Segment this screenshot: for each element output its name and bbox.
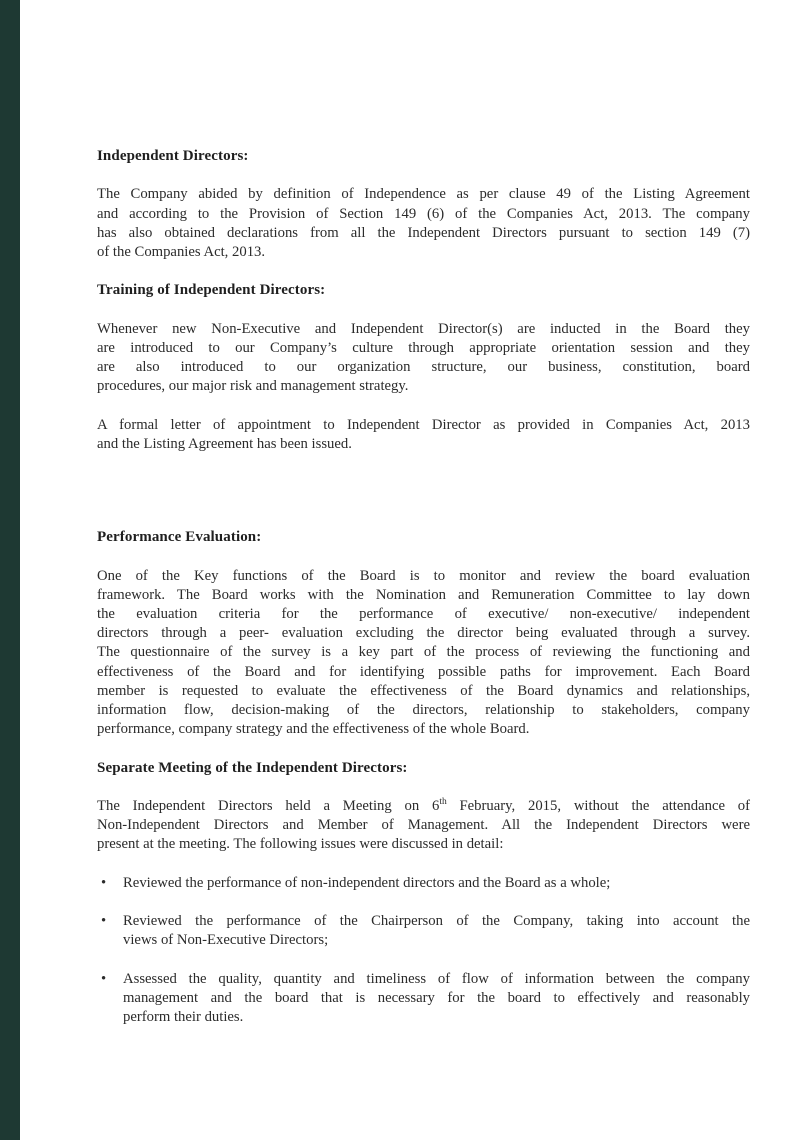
paragraph bbox=[97, 320, 750, 397]
bullet-item bbox=[97, 874, 750, 893]
paragraph-line: are introduced to our Company’s culture through appropriate orientation session and they bbox=[97, 339, 750, 356]
paragraph-line: information flow, decision-making of the directors, relationship to stakeholders, company bbox=[97, 702, 750, 718]
paragraph-line: effectiveness of the Board and for identifying possible paths for improvement. Each Board bbox=[97, 663, 750, 680]
paragraph-line: and the Listing Agreement has been issued. bbox=[97, 435, 352, 452]
section-heading-separate-meeting: Separate Meeting of the Independent Directors: bbox=[97, 759, 408, 776]
bullet-item bbox=[97, 970, 750, 1028]
bullet-line: views of Non-Executive Directors; bbox=[123, 932, 329, 949]
bullet-line: management and the board that is necessary for the board to effectively and reasonably bbox=[123, 989, 750, 1006]
bullet-line: Assessed the quality, quantity and timeliness of flow of information between the company bbox=[123, 970, 750, 987]
left-accent-bar bbox=[0, 0, 20, 1140]
paragraph bbox=[97, 416, 750, 454]
paragraph-line: and according to the Provision of Section 149 (6) of the Companies Act, 2013. The company bbox=[97, 205, 750, 222]
page-content bbox=[97, 147, 750, 1027]
bullet-line: Reviewed the performance of non-independent directors and the Board as a whole; bbox=[123, 874, 611, 891]
paragraph-line: One of the Key functions of the Board is to monitor and review the board evaluation bbox=[97, 567, 750, 584]
bullet-icon: • bbox=[101, 970, 107, 987]
paragraph-line: A formal letter of appointment to Independent Director as provided in Companies Act, 2013 bbox=[97, 416, 750, 433]
paragraph-line: has also obtained declarations from all the Independent Directors pursuant to section 149 (7) bbox=[97, 224, 750, 241]
paragraph-line: are also introduced to our organization structure, our business, constitution, board bbox=[97, 359, 750, 376]
paragraph-line: procedures, our major risk and management strategy. bbox=[97, 378, 409, 395]
paragraph-line: Whenever new Non-Executive and Independent Director(s) are inducted in the Board they bbox=[97, 320, 750, 337]
ordinal-superscript: th bbox=[439, 797, 447, 808]
paragraph-line: framework. The Board works with the Nomination and Remuneration Committee to lay down bbox=[97, 586, 750, 603]
paragraph-line: of the Companies Act, 2013. bbox=[97, 244, 266, 260]
meeting-date-text-cont: February, 2015, without the attendance of bbox=[446, 797, 750, 814]
bullet-line: perform their duties. bbox=[123, 1009, 244, 1026]
section-heading-independent-directors: Independent Directors: bbox=[97, 148, 249, 164]
paragraph bbox=[97, 185, 750, 262]
bullet-item bbox=[97, 912, 750, 950]
section-heading-performance-evaluation: Performance Evaluation: bbox=[97, 529, 262, 546]
paragraph-line: directors through a peer- evaluation excluding the director being evaluated through a survey. bbox=[97, 625, 750, 642]
section-heading-training: Training of Independent Directors: bbox=[97, 282, 326, 299]
bullet-icon: • bbox=[101, 913, 107, 930]
paragraph bbox=[97, 567, 750, 740]
paragraph-line: the evaluation criteria for the performance of executive/ non-executive/ independent bbox=[97, 605, 750, 622]
paragraph bbox=[97, 797, 750, 855]
meeting-date-text: The Independent Directors held a Meeting on 6 bbox=[97, 797, 440, 814]
paragraph-line: present at the meeting. The following issues were discussed in detail: bbox=[97, 836, 504, 853]
paragraph-line: Non-Independent Directors and Member of Management. All the Independent Directors were bbox=[97, 817, 750, 834]
paragraph-line: member is requested to evaluate the effectiveness of the Board dynamics and relationships, bbox=[97, 682, 750, 699]
paragraph-line: performance, company strategy and the effectiveness of the whole Board. bbox=[97, 721, 530, 738]
bullet-icon: • bbox=[101, 874, 107, 891]
discussion-bullet-list bbox=[97, 874, 750, 1028]
paragraph-line bbox=[97, 797, 750, 816]
paragraph-line: The questionnaire of the survey is a key part of the process of reviewing the functioning and bbox=[97, 644, 750, 661]
bullet-line: Reviewed the performance of the Chairperson of the Company, taking into account the bbox=[123, 913, 750, 930]
paragraph-line: The Company abided by definition of Independence as per clause 49 of the Listing Agreement bbox=[97, 186, 750, 203]
